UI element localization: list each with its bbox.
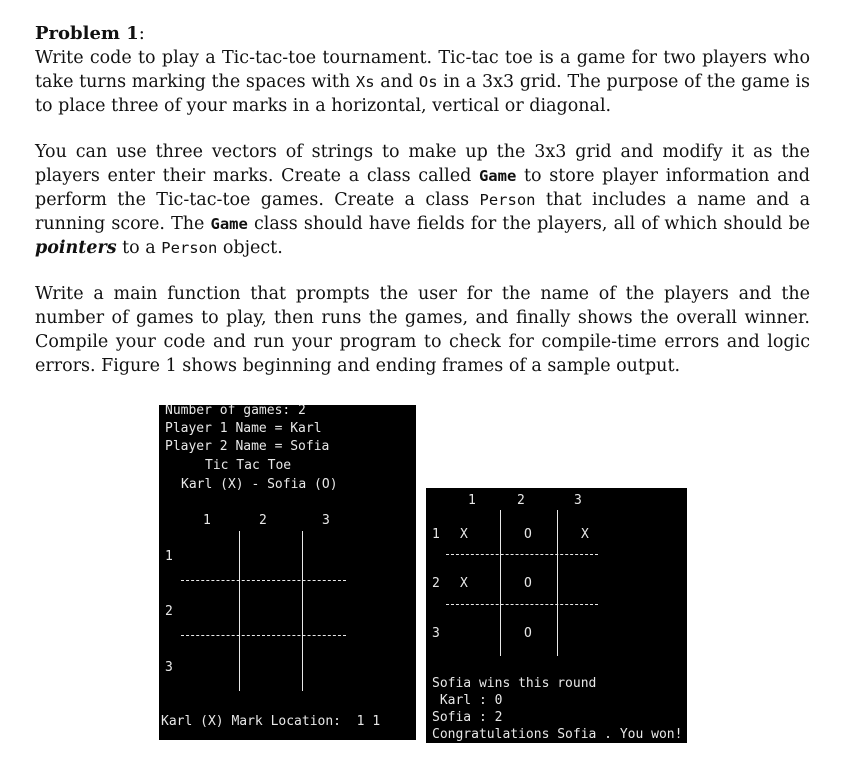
grid-line (446, 604, 598, 605)
problem-heading: Problem 1: (35, 23, 145, 44)
board-cell: X (460, 527, 468, 542)
problem-document (35, 22, 810, 378)
terminal-end-frame (426, 488, 687, 743)
column-label: 3 (322, 513, 330, 528)
terminal-line: Player 2 Name = Sofia (165, 439, 330, 454)
score-line: Sofia : 2 (432, 710, 503, 725)
row-label: 1 (165, 549, 173, 564)
paragraph-2: You can use three vectors of strings to make up the 3x3 grid and modify it as the players enter their marks. Create a class called Game to store player information and perform the Tic-tac-toe games. Create a class Person that includes a name and a running score. The Game class should have fields for the players, all of which should be pointers to a Person object. (35, 142, 810, 258)
terminal-line: Player 1 Name = Karl (165, 421, 322, 436)
paragraph-1: Write code to play a Tic-tac-toe tournament. Tic-tac toe is a game for two players who take turns marking the spaces with Xs and Os in a 3x3 grid. The purpose of the game is to place three of your marks in a horizontal, vertical or diagonal. (35, 48, 810, 116)
board-cell: O (524, 576, 532, 591)
result-line: Sofia wins this round (432, 676, 597, 691)
paragraph-3: Write a main function that prompts the user for the name of the players and the number of games to play, then runs the games, and finally shows the overall winner. Compile your code and run your program to check for compile-time errors and logic errors. Figure 1 shows beginning and ending frames of a sample output. (35, 284, 810, 376)
row-label: 2 (432, 576, 440, 591)
row-label: 1 (432, 527, 440, 542)
board-cell: X (460, 576, 468, 591)
terminal-line: Karl (X) - Sofia (O) (181, 477, 338, 492)
terminal-line: Number of games: 2 (165, 405, 306, 418)
grid-line (239, 531, 240, 691)
grid-line (500, 510, 501, 656)
grid-line (181, 580, 346, 581)
row-label: 3 (432, 626, 440, 641)
mark-location-prompt: Karl (X) Mark Location: 1 1 (161, 714, 381, 729)
grid-line (446, 554, 598, 555)
winner-line: Congratulations Sofia . You won! (432, 727, 683, 742)
board-cell: O (524, 527, 532, 542)
row-label: 2 (165, 604, 173, 619)
column-label: 2 (259, 513, 267, 528)
terminal-start-frame (159, 405, 416, 740)
grid-line (557, 510, 558, 656)
terminal-line: Tic Tac Toe (205, 458, 292, 473)
board-cell: O (524, 626, 532, 641)
grid-line (302, 531, 303, 691)
row-label: 3 (165, 660, 173, 675)
column-label: 2 (517, 493, 525, 508)
column-label: 1 (468, 493, 476, 508)
board-cell: X (581, 527, 589, 542)
grid-line (181, 635, 346, 636)
column-label: 1 (203, 513, 211, 528)
column-label: 3 (574, 493, 582, 508)
score-line: Karl : 0 (432, 693, 503, 708)
